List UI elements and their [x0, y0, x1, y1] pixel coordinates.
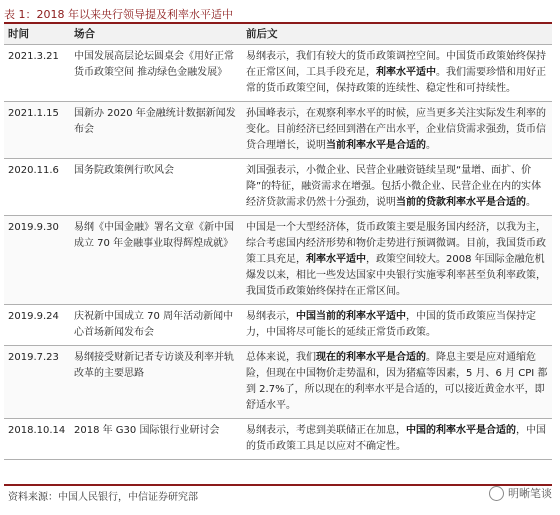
context-text: ，中国的货币政策工具足以应对不确定性。: [246, 425, 546, 452]
column-header-context: 前后文: [242, 24, 552, 45]
context-highlight: 利率水平适中: [376, 67, 436, 78]
context-text: 易纲表示，: [246, 311, 296, 322]
table-row: [4, 216, 552, 305]
occasion-cell: 国务院政策例行吹风会: [70, 159, 242, 216]
table-header-row: [4, 24, 552, 45]
context-cell: [242, 346, 552, 419]
date-cell: 2019.9.30: [4, 216, 70, 305]
context-text: 刘国强表示，小微企业、民营企业融资链续呈现“量增、面扩、价降”的特征，融资需求在增强。包括小微企业、民营企业在内的实体经济贷款需求仍然十分强劲，说明: [246, 165, 542, 208]
occasion-cell: 庆祝新中国成立 70 周年活动新闻中心首场新闻发布会: [70, 305, 242, 346]
context-cell: [242, 159, 552, 216]
policy-table: [4, 24, 552, 460]
context-cell: [242, 102, 552, 159]
context-text: 。我们需要珍惜和用好正常的货币政策空间，保持政策的连续性、稳定性和可持续性。: [246, 67, 546, 94]
context-highlight: 利率水平适中: [306, 254, 366, 265]
wechat-logo-icon: [489, 486, 504, 501]
column-header-occasion: 场合: [70, 24, 242, 45]
context-cell: [242, 305, 552, 346]
date-cell: 2020.11.6: [4, 159, 70, 216]
context-text: 易纲表示，我们有较大的货币政策调控空间。中国货币政策始终保持在正常区间，工具手段充足，: [246, 51, 546, 78]
date-cell: 2018.10.14: [4, 419, 70, 460]
context-cell: [242, 419, 552, 460]
context-text: ，政策空间较大。2008 年国际金融危机爆发以来，相比一些发达国家中央银行实施零利率甚至负利率政策，我国货币政策始终保持在正常区间。: [246, 254, 546, 297]
table-row: [4, 45, 552, 102]
date-cell: 2019.7.23: [4, 346, 70, 419]
context-text: 总体来说，我们: [246, 352, 316, 363]
date-cell: 2021.1.15: [4, 102, 70, 159]
table-row: [4, 346, 552, 419]
table-row: [4, 305, 552, 346]
context-text: 孙国峰表示，在观察利率水平的时候，应当更多关注实际发生利率的变化。目前经济已经回到潜在产出水平，企业信贷需求强劲，货币信贷合理增长，说明: [246, 108, 546, 151]
occasion-cell: 2018 年 G30 国际银行业研讨会: [70, 419, 242, 460]
watermark-text: 明晰笔谈: [508, 487, 552, 500]
column-header-time: 时间: [4, 24, 70, 45]
occasion-cell: 易纲《中国金融》署名文章《新中国成立 70 年金融事业取得辉煌成就》: [70, 216, 242, 305]
table-row: [4, 419, 552, 460]
context-text: 。: [526, 197, 536, 208]
table-row: [4, 102, 552, 159]
context-text: 中国是一个大型经济体，货币政策主要是服务国内经济，以我为主，综合考虑国内经济形势和物价走势进行预调微调。目前，我国货币政策工具充足，: [246, 222, 546, 265]
watermark: [489, 485, 552, 501]
context-text: 易纲表示，考虑到美联储正在加息，: [246, 425, 406, 436]
context-highlight: 当前利率水平是合适的: [326, 140, 426, 151]
date-cell: 2021.3.21: [4, 45, 70, 102]
date-cell: 2019.9.24: [4, 305, 70, 346]
context-text: ，中国的货币政策应当保持定力，中国将尽可能长的延续正常货币政策。: [246, 311, 536, 338]
source-note: 资料来源：中国人民银行，中信证券研究部: [8, 492, 198, 503]
context-text: 。: [426, 140, 436, 151]
context-text: 。降息主要是应对通缩危险，但现在中国物价走势温和，因为猪瘟等因素，5 月、6 月 CPI 都到 2.7%了，所以现在的利率水平是合适的，可以接近黄金水平，即舒适水平。: [246, 352, 548, 411]
table-row: [4, 159, 552, 216]
occasion-cell: 易纲接受财新记者专访谈及利率并轨改革的主要思路: [70, 346, 242, 419]
context-highlight: 中国的利率水平是合适的: [406, 425, 516, 436]
bottom-divider: [4, 484, 552, 486]
context-highlight: 中国当前的利率水平适中: [296, 311, 406, 322]
context-cell: [242, 216, 552, 305]
context-highlight: 现在的利率水平是合适的: [316, 352, 426, 363]
occasion-cell: 中国发展高层论坛圆桌会《用好正常货币政策空间 推动绿色金融发展》: [70, 45, 242, 102]
occasion-cell: 国新办 2020 年金融统计数据新闻发布会: [70, 102, 242, 159]
table-title: 表 1：2018 年以来央行领导提及利率水平适中: [4, 8, 233, 21]
context-highlight: 当前的贷款利率水平是合适的: [396, 197, 526, 208]
context-cell: [242, 45, 552, 102]
